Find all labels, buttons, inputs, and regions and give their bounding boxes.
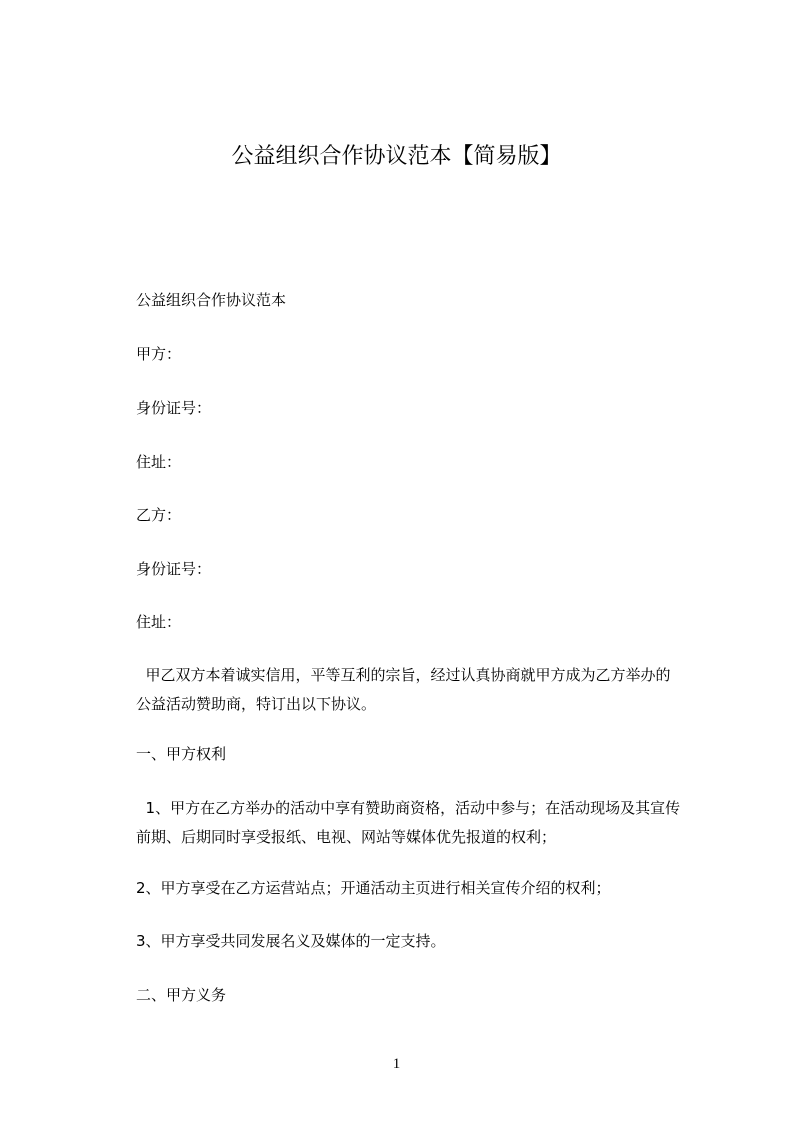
clause-3: 3、甲方享受共同发展名义及媒体的一定支持。 <box>136 932 446 950</box>
intro-paragraph <box>136 661 711 719</box>
agreement-heading: 公益组织合作协议范本 <box>136 291 287 309</box>
party-a-label: 甲方： <box>136 345 182 363</box>
clause-1-paragraph <box>136 794 711 852</box>
clause-2: 2、甲方享受在乙方运营站点；开通活动主页进行相关宣传介绍的权利； <box>136 879 611 897</box>
clause-1-line-1: 1、甲方在乙方举办的活动中享有赞助商资格，活动中参与；在活动现场及其宣传 <box>136 799 681 817</box>
clause-1-line-2: 前期、后期同时享受报纸、电视、网站等媒体优先报道的权利； <box>136 828 557 846</box>
party-b-address-label: 住址： <box>136 613 182 631</box>
intro-line-2: 公益活动赞助商，特订出以下协议。 <box>136 695 377 713</box>
intro-line-1: 甲乙双方本着诚实信用，平等互利的宗旨，经过认真协商就甲方成为乙方举办的 <box>136 666 671 684</box>
section-2-title: 二、甲方义务 <box>136 986 227 1004</box>
party-a-id-label: 身份证号： <box>136 399 212 417</box>
party-a-address-label: 住址： <box>136 453 182 471</box>
document-title: 公益组织合作协议范本【简易版】 <box>231 144 562 169</box>
page-number: 1 <box>392 1056 401 1072</box>
party-b-label: 乙方： <box>136 506 182 524</box>
section-1-title: 一、甲方权利 <box>136 745 227 763</box>
party-b-id-label: 身份证号： <box>136 560 212 578</box>
